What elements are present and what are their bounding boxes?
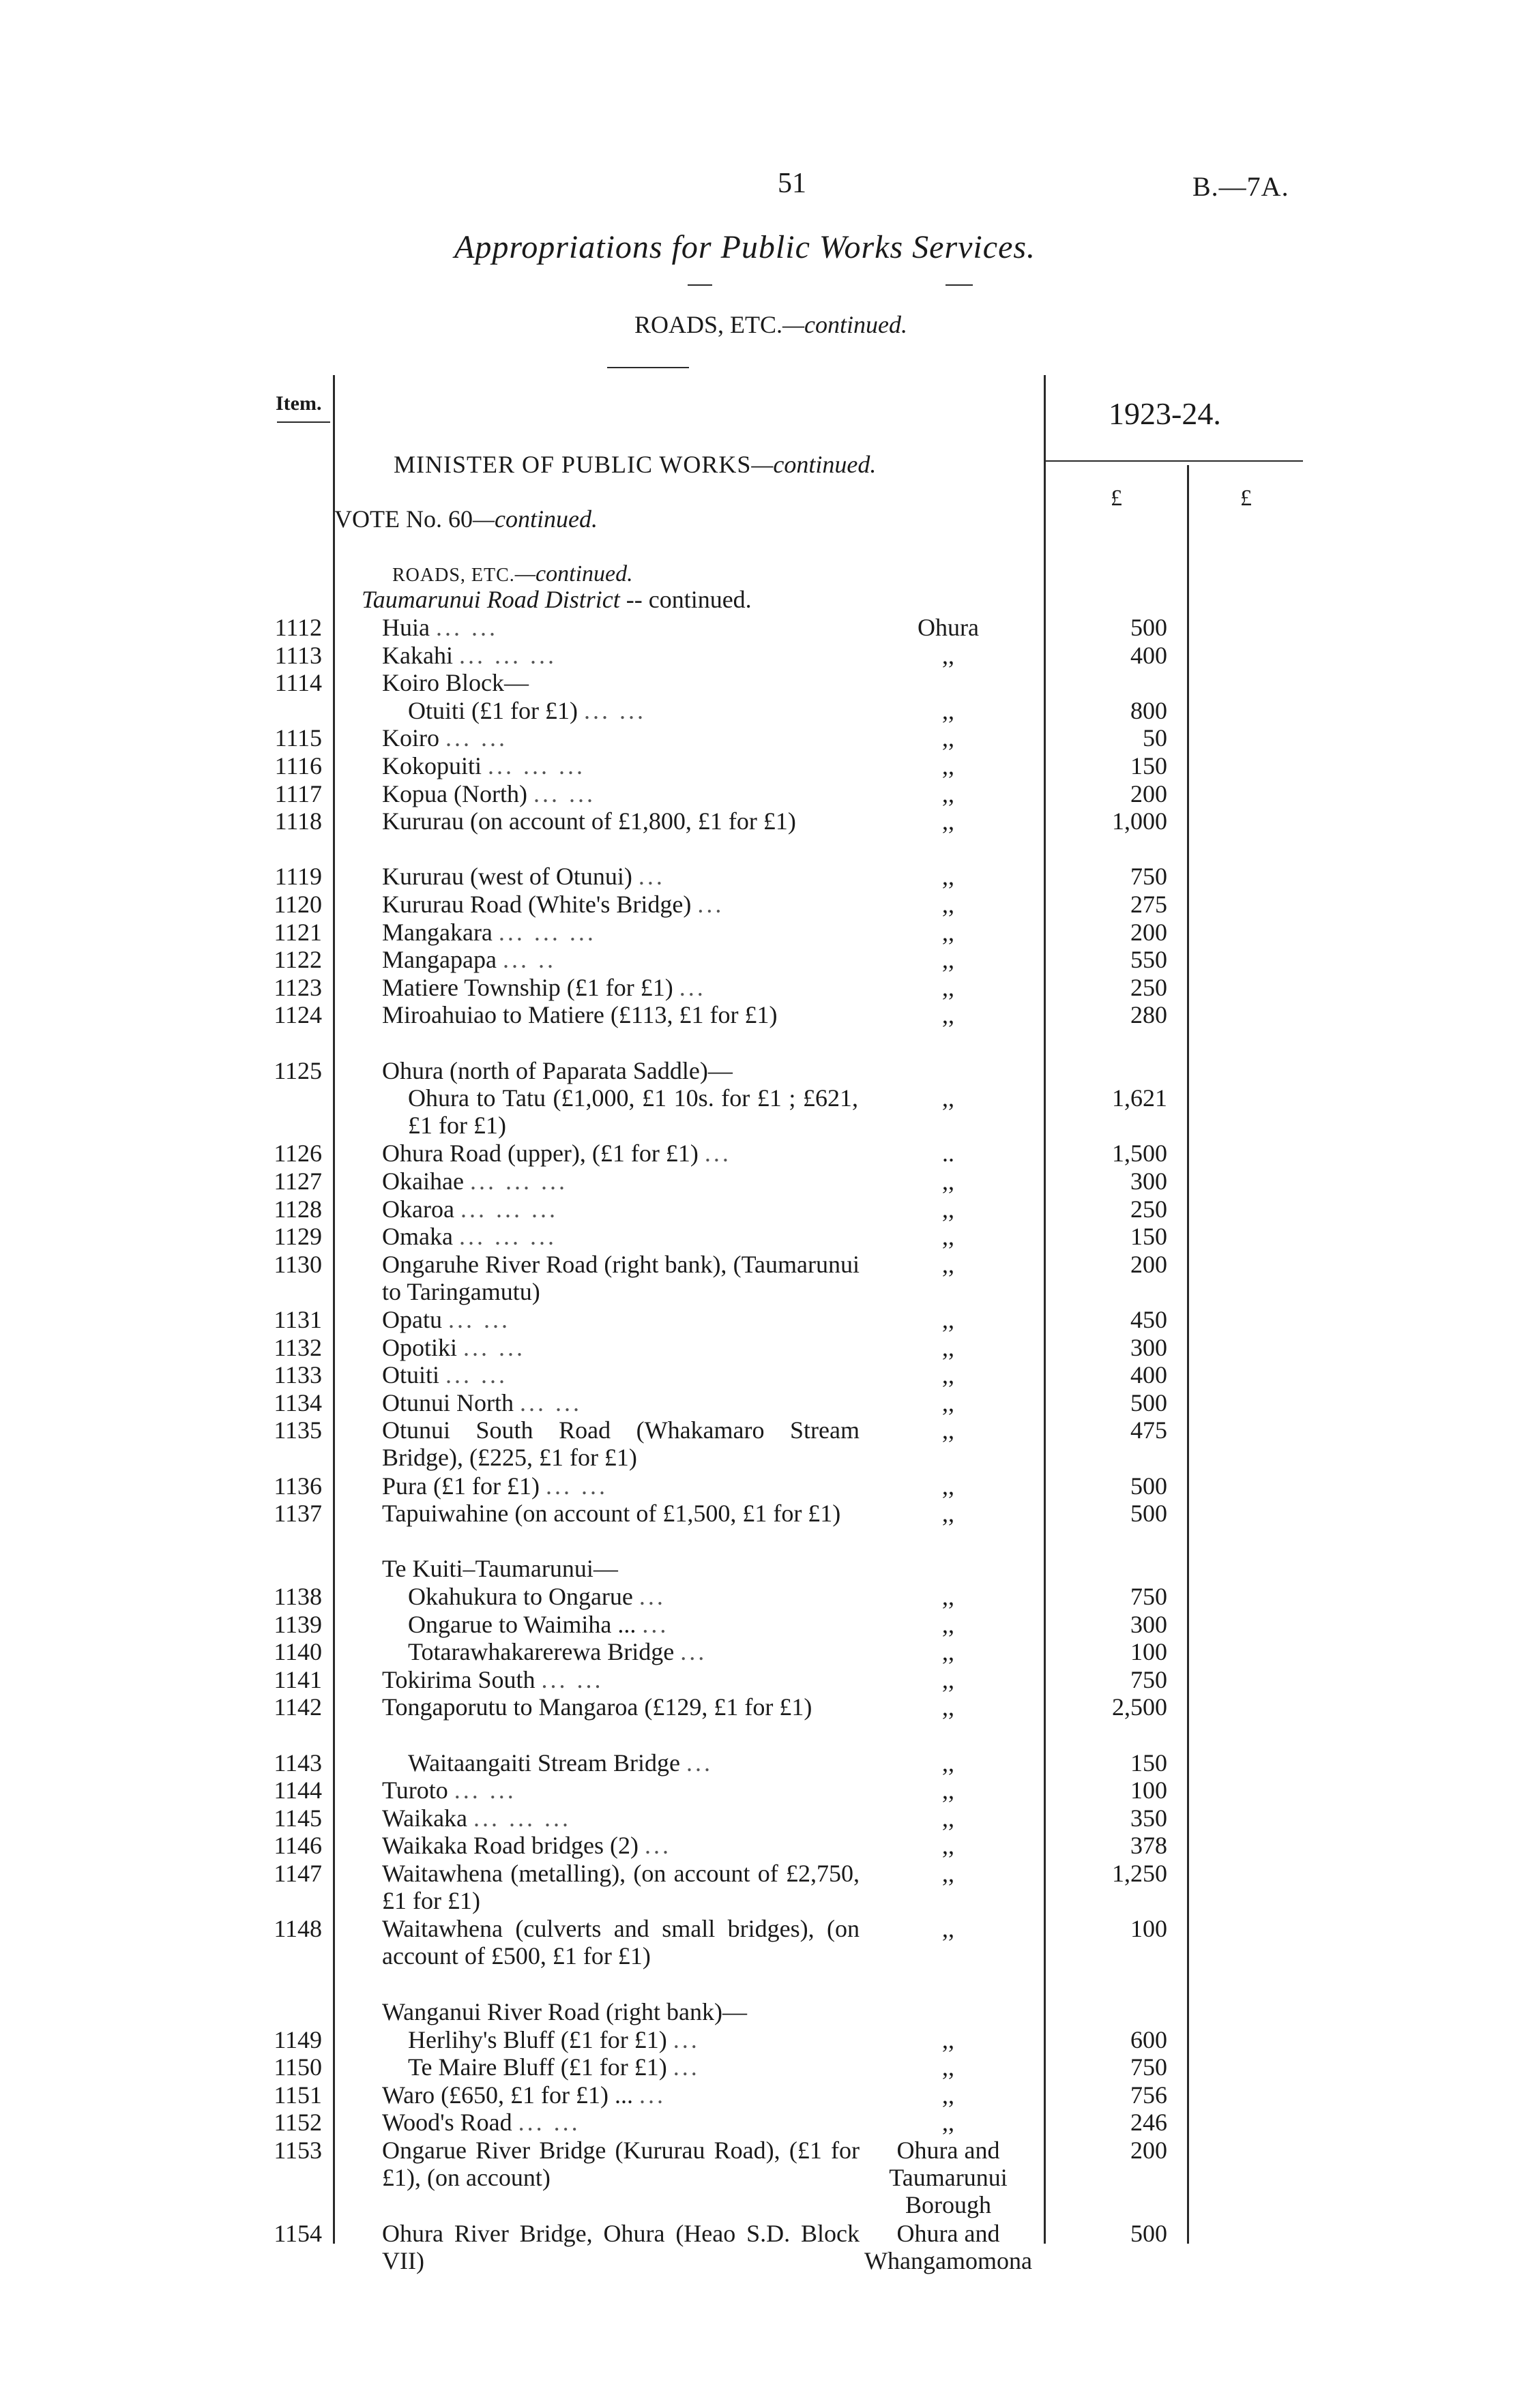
electorate: ,, bbox=[942, 1084, 954, 1112]
dot-leader: ... ... ... bbox=[458, 1223, 557, 1251]
item-number: 1124 bbox=[274, 1001, 322, 1029]
item-number: 1134 bbox=[274, 1388, 322, 1416]
item-description: Koiro ... ... bbox=[382, 724, 508, 752]
item-number: 1112 bbox=[274, 614, 322, 641]
electorate: ,, bbox=[942, 1583, 954, 1610]
item-description: Omaka ... ... ... bbox=[382, 1223, 557, 1251]
amount: 550 bbox=[1130, 946, 1167, 974]
amount: 756 bbox=[1130, 2081, 1167, 2109]
dot-leader: ... ... bbox=[533, 779, 596, 807]
electorate: ,, bbox=[942, 696, 954, 724]
item-column-rule bbox=[333, 375, 335, 2244]
item-description: Totarawhakarerewa Bridge ... bbox=[408, 1638, 707, 1666]
item-description: Te Kuiti–Taumarunui— bbox=[382, 1555, 618, 1583]
item-number: 1142 bbox=[274, 1693, 322, 1721]
dot-leader: ... ... ... bbox=[458, 641, 557, 669]
dot-leader: ... bbox=[680, 1638, 707, 1666]
item-number: 1154 bbox=[274, 2219, 322, 2247]
item-description: Ohura to Tatu (£1,000, £1 10s. for £1 ; £621, £1 for £1) bbox=[408, 1084, 858, 1140]
electorate: ,, bbox=[942, 1168, 954, 1195]
electorate: ,, bbox=[942, 752, 954, 779]
item-description: Otuiti ... ... bbox=[382, 1361, 508, 1389]
electorate: ,, bbox=[942, 1416, 954, 1444]
electorate: Ohura and Whangamomona bbox=[864, 2219, 1032, 2274]
electorate: ,, bbox=[942, 641, 954, 669]
item-number: 1148 bbox=[274, 1915, 322, 1943]
amount: 100 bbox=[1130, 1915, 1167, 1943]
electorate: ,, bbox=[942, 807, 954, 835]
item-description: Ongaruhe River Road (right bank), (Taumarunui to Taringamutu) bbox=[382, 1250, 860, 1305]
electorate: ,, bbox=[942, 2109, 954, 2137]
item-number: 1115 bbox=[274, 724, 322, 752]
item-number: 1128 bbox=[274, 1195, 322, 1223]
item-number: 1132 bbox=[274, 1333, 322, 1361]
item-number: 1144 bbox=[274, 1777, 322, 1804]
year-underline bbox=[1044, 460, 1303, 462]
item-description: Ongarue River Bridge (Kururau Road), (£1 for £1), (on account) bbox=[382, 2137, 860, 2191]
item-number: 1130 bbox=[274, 1250, 322, 1278]
dot-leader: ... ... bbox=[448, 1306, 510, 1333]
dot-leader: ... bbox=[673, 2053, 700, 2081]
currency-header: £ bbox=[1240, 486, 1252, 511]
item-description: Wood's Road ... ... bbox=[382, 2109, 581, 2137]
item-description: Waitawhena (culverts and small bridges), (on account of £500, £1 for £1) bbox=[382, 1915, 860, 1970]
item-description: Miroahuiao to Matiere (£113, £1 for £1) bbox=[382, 1001, 778, 1029]
item-number: 1119 bbox=[274, 863, 322, 891]
amount: 400 bbox=[1130, 641, 1167, 669]
item-underline bbox=[277, 421, 330, 423]
electorate: ,, bbox=[942, 1250, 954, 1278]
item-number: 1143 bbox=[274, 1749, 322, 1777]
amount: 750 bbox=[1130, 2053, 1167, 2081]
item-description: Opatu ... ... bbox=[382, 1306, 510, 1333]
dot-leader: ... bbox=[638, 863, 665, 891]
item-description: Otunui South Road (Whakamaro Stream Bridge), (£225, £1 for £1) bbox=[382, 1416, 860, 1472]
electorate: ,, bbox=[942, 2025, 954, 2053]
item-number: 1137 bbox=[274, 1500, 322, 1528]
dot-leader: ... bbox=[697, 891, 724, 918]
item-description: Kakahi ... ... ... bbox=[382, 641, 557, 669]
amount: 378 bbox=[1130, 1832, 1167, 1860]
district-heading: Taumarunui Road District -- continued. bbox=[362, 586, 752, 613]
dot-leader: ... ... ... bbox=[488, 752, 586, 779]
item-description: Kopua (North) ... ... bbox=[382, 779, 596, 807]
item-description: Ohura (north of Paparata Saddle)— bbox=[382, 1056, 733, 1084]
amount: 275 bbox=[1130, 891, 1167, 918]
electorate: ,, bbox=[942, 946, 954, 974]
item-description: Turoto ... ... bbox=[382, 1777, 516, 1804]
item-number: 1120 bbox=[274, 891, 322, 918]
electorate: ,, bbox=[942, 1915, 954, 1943]
item-number: 1145 bbox=[274, 1804, 322, 1832]
amount: 150 bbox=[1130, 1223, 1167, 1251]
dot-leader: ... ... bbox=[583, 696, 646, 724]
item-description: Waro (£650, £1 for £1) ... ... bbox=[382, 2081, 666, 2109]
electorate: Ohura bbox=[918, 614, 979, 641]
electorate: ,, bbox=[942, 779, 954, 807]
item-number: 1123 bbox=[274, 973, 322, 1001]
electorate: ,, bbox=[942, 1749, 954, 1777]
ministry-heading: MINISTER OF PUBLIC WORKS—continued. bbox=[394, 451, 877, 478]
dot-leader: ... ... bbox=[545, 1472, 608, 1500]
item-description: Opotiki ... ... bbox=[382, 1333, 526, 1361]
amount: 750 bbox=[1130, 1583, 1167, 1610]
item-number: 1125 bbox=[274, 1056, 322, 1084]
item-description: Mangapapa ... .. bbox=[382, 946, 556, 974]
amount: 100 bbox=[1130, 1777, 1167, 1804]
electorate: .. bbox=[942, 1140, 954, 1168]
dot-leader: ... .. bbox=[502, 946, 556, 974]
amount: 450 bbox=[1130, 1306, 1167, 1333]
dot-leader: ... bbox=[704, 1140, 731, 1168]
item-number: 1138 bbox=[274, 1583, 322, 1610]
electorate: ,, bbox=[942, 1001, 954, 1029]
amount: 100 bbox=[1130, 1638, 1167, 1666]
item-number: 1140 bbox=[274, 1638, 322, 1666]
year-column-header: 1923-24. bbox=[1109, 396, 1221, 431]
electorate: ,, bbox=[942, 1306, 954, 1333]
item-description: Wanganui River Road (right bank)— bbox=[382, 1998, 747, 2025]
item-description: Tokirima South ... ... bbox=[382, 1665, 604, 1693]
electorate: ,, bbox=[942, 2053, 954, 2081]
item-number: 1116 bbox=[274, 752, 322, 779]
electorate: ,, bbox=[942, 1860, 954, 1887]
amount: 200 bbox=[1130, 918, 1167, 946]
dot-leader: ... ... ... bbox=[473, 1804, 572, 1832]
item-description: Ohura River Bridge, Ohura (Heao S.D. Block VII) bbox=[382, 2219, 860, 2274]
item-number: 1153 bbox=[274, 2137, 322, 2164]
item-description: Matiere Township (£1 for £1) ... bbox=[382, 973, 706, 1001]
dot-leader: ... ... bbox=[435, 614, 498, 641]
item-description: Huia ... ... bbox=[382, 614, 498, 641]
amount: 200 bbox=[1130, 2137, 1167, 2164]
item-description: Otunui North ... ... bbox=[382, 1388, 582, 1416]
amount: 300 bbox=[1130, 1610, 1167, 1638]
item-description: Kokopuiti ... ... ... bbox=[382, 752, 586, 779]
item-description: Kururau (on account of £1,800, £1 for £1) bbox=[382, 807, 796, 835]
electorate: ,, bbox=[942, 1195, 954, 1223]
amount: 250 bbox=[1130, 973, 1167, 1001]
item-description: Koiro Block— bbox=[382, 669, 529, 697]
electorate: ,, bbox=[942, 1804, 954, 1832]
amount: 500 bbox=[1130, 1472, 1167, 1500]
item-number: 1152 bbox=[274, 2109, 322, 2137]
electorate: ,, bbox=[942, 1361, 954, 1389]
subsection-heading: ROADS, ETC.—continued. bbox=[392, 561, 633, 586]
item-number: 1117 bbox=[274, 779, 322, 807]
item-number: 1133 bbox=[274, 1361, 322, 1389]
item-description: Otuiti (£1 for £1) ... ... bbox=[408, 696, 646, 724]
item-number: 1146 bbox=[274, 1832, 322, 1860]
dot-leader: ... bbox=[639, 1583, 666, 1610]
dot-leader: ... bbox=[642, 1610, 669, 1638]
electorate: ,, bbox=[942, 973, 954, 1001]
item-number: 1129 bbox=[274, 1223, 322, 1251]
amount: 250 bbox=[1130, 1195, 1167, 1223]
electorate: ,, bbox=[942, 1777, 954, 1804]
item-description: Waitawhena (metalling), (on account of £2,750, £1 for £1) bbox=[382, 1860, 860, 1914]
document-reference: B.—7A. bbox=[1192, 171, 1289, 202]
dot-leader: ... ... bbox=[520, 1388, 582, 1416]
dot-leader: ... ... bbox=[454, 1777, 516, 1804]
amount-split-rule bbox=[1187, 465, 1189, 2244]
electorate: ,, bbox=[942, 1388, 954, 1416]
electorate: ,, bbox=[942, 918, 954, 946]
amount: 50 bbox=[1143, 724, 1167, 752]
item-description: Kururau Road (White's Bridge) ... bbox=[382, 891, 724, 918]
amount: 150 bbox=[1130, 752, 1167, 779]
amount: 800 bbox=[1130, 696, 1167, 724]
item-number: 1131 bbox=[274, 1306, 322, 1333]
amount: 200 bbox=[1130, 779, 1167, 807]
dot-leader: ... ... ... bbox=[469, 1168, 568, 1195]
item-number: 1141 bbox=[274, 1665, 322, 1693]
amount: 1,250 bbox=[1112, 1860, 1167, 1887]
electorate: ,, bbox=[942, 1832, 954, 1860]
electorate: ,, bbox=[942, 891, 954, 918]
electorate: ,, bbox=[942, 1472, 954, 1500]
item-description: Waitaangaiti Stream Bridge ... bbox=[408, 1749, 713, 1777]
item-description: Okaroa ... ... ... bbox=[382, 1195, 558, 1223]
amount: 300 bbox=[1130, 1333, 1167, 1361]
amount: 500 bbox=[1130, 614, 1167, 641]
amount: 500 bbox=[1130, 1388, 1167, 1416]
divider bbox=[688, 284, 712, 286]
item-column-header: Item. bbox=[276, 392, 322, 415]
item-number: 1135 bbox=[274, 1416, 322, 1444]
item-number: 1114 bbox=[274, 669, 322, 697]
page-number: 51 bbox=[778, 168, 806, 199]
electorate: ,, bbox=[942, 1638, 954, 1666]
amount: 350 bbox=[1130, 1804, 1167, 1832]
electorate: ,, bbox=[942, 1223, 954, 1251]
item-number: 1136 bbox=[274, 1472, 322, 1500]
item-number: 1147 bbox=[274, 1860, 322, 1887]
electorate: ,, bbox=[942, 1693, 954, 1721]
amount: 300 bbox=[1130, 1168, 1167, 1195]
vote-heading: VOTE No. 60—continued. bbox=[334, 505, 598, 533]
item-description: Pura (£1 for £1) ... ... bbox=[382, 1472, 608, 1500]
dot-leader: ... bbox=[639, 2081, 666, 2109]
dot-leader: ... ... ... bbox=[498, 918, 596, 946]
item-description: Waikaka Road bridges (2) ... bbox=[382, 1832, 671, 1860]
amount: 200 bbox=[1130, 1250, 1167, 1278]
item-description: Herlihy's Bluff (£1 for £1) ... bbox=[408, 2025, 700, 2053]
currency-header: £ bbox=[1111, 486, 1122, 511]
item-number: 1139 bbox=[274, 1610, 322, 1638]
dot-leader: ... ... bbox=[518, 2109, 581, 2137]
amount: 1,000 bbox=[1112, 807, 1167, 835]
item-description: Te Maire Bluff (£1 for £1) ... bbox=[408, 2053, 700, 2081]
electorate: Ohura and Taumarunui Borough bbox=[889, 2137, 1008, 2218]
item-number: 1127 bbox=[274, 1168, 322, 1195]
amount: 500 bbox=[1130, 2219, 1167, 2247]
divider bbox=[607, 367, 689, 368]
amount: 1,500 bbox=[1112, 1140, 1167, 1168]
page-title: Appropriations for Public Works Services. bbox=[454, 229, 1036, 265]
amount: 500 bbox=[1130, 1500, 1167, 1528]
dot-leader: ... ... bbox=[541, 1665, 604, 1693]
amount: 2,500 bbox=[1112, 1693, 1167, 1721]
item-number: 1149 bbox=[274, 2025, 322, 2053]
electorate: ,, bbox=[942, 1610, 954, 1638]
item-number: 1118 bbox=[274, 807, 322, 835]
dot-leader: ... ... bbox=[463, 1333, 526, 1361]
amount: 246 bbox=[1130, 2109, 1167, 2137]
electorate: ,, bbox=[942, 1333, 954, 1361]
divider bbox=[946, 284, 973, 286]
item-description: Okahukura to Ongarue ... bbox=[408, 1583, 666, 1610]
amount: 280 bbox=[1130, 1001, 1167, 1029]
section-heading: ROADS, ETC.—continued. bbox=[634, 311, 908, 338]
item-number: 1151 bbox=[274, 2081, 322, 2109]
item-number: 1150 bbox=[274, 2053, 322, 2081]
item-description: Ongarue to Waimiha ... ... bbox=[408, 1610, 669, 1638]
dot-leader: ... bbox=[644, 1832, 671, 1860]
amount: 750 bbox=[1130, 1665, 1167, 1693]
item-description: Okaihae ... ... ... bbox=[382, 1168, 568, 1195]
item-number: 1122 bbox=[274, 946, 322, 974]
amount: 150 bbox=[1130, 1749, 1167, 1777]
item-number: 1121 bbox=[274, 918, 322, 946]
dot-leader: ... bbox=[686, 1749, 713, 1777]
item-description: Tapuiwahine (on account of £1,500, £1 for £1) bbox=[382, 1500, 841, 1528]
item-description: Waikaka ... ... ... bbox=[382, 1804, 572, 1832]
item-description: Tongaporutu to Mangaroa (£129, £1 for £1) bbox=[382, 1693, 812, 1721]
amount: 600 bbox=[1130, 2025, 1167, 2053]
amount: 475 bbox=[1130, 1416, 1167, 1444]
item-number: 1113 bbox=[274, 641, 322, 669]
amount: 400 bbox=[1130, 1361, 1167, 1389]
amount-column-rule bbox=[1044, 375, 1046, 2244]
dot-leader: ... ... bbox=[445, 724, 508, 752]
dot-leader: ... bbox=[679, 973, 706, 1001]
dot-leader: ... ... ... bbox=[460, 1195, 558, 1223]
item-description: Mangakara ... ... ... bbox=[382, 918, 596, 946]
dot-leader: ... ... bbox=[445, 1361, 508, 1389]
item-number: 1126 bbox=[274, 1140, 322, 1168]
electorate: ,, bbox=[942, 724, 954, 752]
item-description: Kururau (west of Otunui) ... bbox=[382, 863, 665, 891]
electorate: ,, bbox=[942, 1665, 954, 1693]
amount: 750 bbox=[1130, 863, 1167, 891]
electorate: ,, bbox=[942, 1500, 954, 1528]
electorate: ,, bbox=[942, 2081, 954, 2109]
electorate: ,, bbox=[942, 863, 954, 891]
item-description: Ohura Road (upper), (£1 for £1) ... bbox=[382, 1140, 731, 1168]
amount: 1,621 bbox=[1112, 1084, 1167, 1112]
dot-leader: ... bbox=[673, 2025, 700, 2053]
